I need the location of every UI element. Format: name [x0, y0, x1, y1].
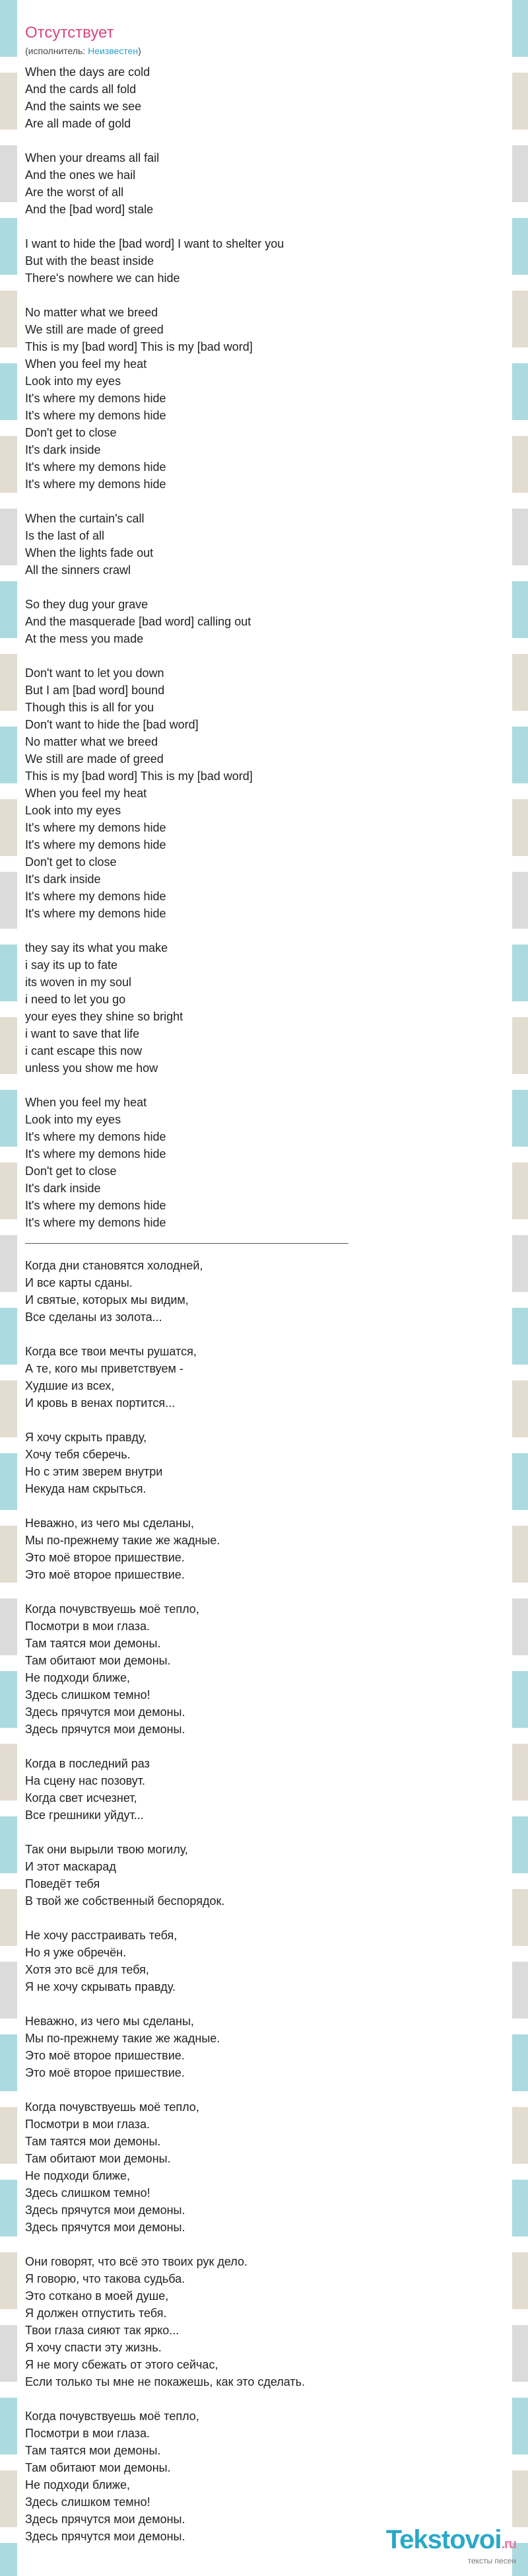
- stripe-band: [0, 1235, 17, 1292]
- lyric-line: We still are made of greed: [25, 752, 164, 766]
- translation-line: Не подходи ближе,: [25, 2478, 130, 2491]
- translation-line: [25, 1995, 421, 2013]
- lyric-line: [25, 493, 421, 510]
- stripe-band: [512, 1526, 528, 1583]
- lyric-line: Don't get to close: [25, 426, 117, 439]
- translation-line: В твой же собственный беспорядок.: [25, 1894, 225, 1908]
- lyric-line: It's dark inside: [25, 443, 101, 456]
- lyrics-page: [25, 24, 421, 2545]
- lyrics-translation: [25, 1257, 421, 2545]
- lyric-line: Is the last of all: [25, 529, 105, 542]
- translation-line: Я хочу спасти эту жизнь.: [25, 2341, 162, 2354]
- translation-line: Мы по-прежнему такие же жадные.: [25, 2032, 220, 2045]
- stripe-band: [0, 1308, 17, 1365]
- lyric-line: [25, 647, 421, 664]
- lyric-line: i say its up to fate: [25, 958, 118, 972]
- stripe-band: [0, 2252, 17, 2309]
- stripe-band: [512, 73, 528, 129]
- stripe-band: [0, 436, 17, 493]
- translation-line: Там обитают мои демоны.: [25, 2461, 171, 2474]
- lyric-line: It's where my demons hide: [25, 392, 166, 405]
- artist-link[interactable]: Неизвестен: [88, 46, 139, 56]
- lyric-line: When you feel my heat: [25, 787, 147, 800]
- translation-line: Хотя это всё для тебя,: [25, 1963, 149, 1976]
- stripe-band: [0, 1889, 17, 1946]
- lyric-line: It's where my demons hide: [25, 460, 166, 474]
- lyric-line: Don't get to close: [25, 1164, 117, 1178]
- translation-line: Они говорят, что всё это твоих рук дело.: [25, 2255, 248, 2268]
- stripe-band: [512, 1308, 528, 1365]
- stripe-band: [512, 1163, 528, 1219]
- translation-line: Это моё второе пришествие.: [25, 2066, 185, 2079]
- lyric-line: [25, 218, 421, 235]
- lyric-line: We still are made of greed: [25, 323, 164, 336]
- lyric-line: It's where my demons hide: [25, 409, 166, 422]
- stripe-band: [0, 727, 17, 783]
- translation-line: [25, 2236, 421, 2253]
- stripe-band: [512, 145, 528, 202]
- lyric-line: It's where my demons hide: [25, 478, 166, 491]
- stripe-band: [0, 799, 17, 856]
- translation-line: Когда почувствуешь моё тепло,: [25, 1602, 199, 1616]
- stripe-band: [0, 1163, 17, 1219]
- stripe-band: [512, 291, 528, 347]
- lyric-line: When you feel my heat: [25, 1096, 147, 1109]
- lyric-line: This is my [bad word] This is my [bad word]: [25, 340, 253, 353]
- logo-name: [386, 2526, 516, 2558]
- stripe-band: [512, 509, 528, 565]
- translation-line: Я не хочу скрывать правду.: [25, 1980, 176, 1993]
- translation-line: Посмотри в мои глаза.: [25, 2427, 150, 2440]
- logo-text: Tekstovoi: [385, 2525, 502, 2554]
- song-title: Отсутствует: [25, 24, 114, 42]
- translation-line: Здесь прячутся мои демоны.: [25, 2203, 185, 2217]
- stripe-band: [512, 1889, 528, 1946]
- stripe-band: [512, 1090, 528, 1147]
- stripe-band: [0, 581, 17, 638]
- lyric-line: [25, 922, 421, 939]
- translation-line: Когда в последний раз: [25, 1757, 150, 1770]
- translation-line: Здесь прячутся мои демоны.: [25, 1705, 185, 1719]
- stripe-band: [512, 1671, 528, 1728]
- stripe-band: [0, 145, 17, 202]
- translation-line: Здесь прячутся мои демоны.: [25, 2221, 185, 2234]
- lyric-line: I want to hide the [bad word] I want to shelter you: [25, 237, 284, 250]
- stripe-band: [0, 1090, 17, 1147]
- translation-line: Я говорю, что такова судьба.: [25, 2272, 185, 2285]
- stripe-band: [512, 1816, 528, 1873]
- lyric-line: [25, 287, 421, 304]
- translation-line: И этот маскарад: [25, 1860, 116, 1873]
- stripe-band: [512, 2034, 528, 2091]
- stripe-band: [512, 218, 528, 275]
- lyric-line: But I am [bad word] bound: [25, 684, 165, 697]
- stripe-band: [512, 1744, 528, 1801]
- translation-line: Не хочу расстраивать тебя,: [25, 1929, 178, 1942]
- lyric-line: It's where my demons hide: [25, 907, 166, 920]
- translation-line: Когда дни становятся холодней,: [25, 1259, 203, 1272]
- translation-line: Там таятся мои демоны.: [25, 1637, 161, 1650]
- lyric-line: Don't want to let you down: [25, 666, 164, 680]
- translation-line: Я не могу сбежать от этого сейчас,: [25, 2358, 218, 2371]
- stripe-band: [512, 945, 528, 1001]
- lyric-line: At the mess you made: [25, 632, 144, 645]
- translation-line: Так они вырыли твою могилу,: [25, 1843, 188, 1856]
- translation-line: Там таятся мои демоны.: [25, 2444, 161, 2457]
- lyric-line: Though this is all for you: [25, 701, 154, 714]
- stripe-band: [512, 2252, 528, 2309]
- site-logo[interactable]: [386, 2526, 516, 2565]
- translation-line: Но с этим зверем внутри: [25, 1465, 163, 1478]
- lyric-line: they say its what you make: [25, 941, 168, 954]
- lyric-line: When the days are cold: [25, 65, 150, 79]
- lyric-line: And the saints we see: [25, 100, 142, 113]
- lyric-line: When the curtain's call: [25, 512, 145, 525]
- stripe-band: [512, 581, 528, 638]
- stripe-band: [0, 509, 17, 565]
- stripe-band: [0, 1744, 17, 1801]
- lyric-line: [25, 1077, 421, 1094]
- lyric-line: When your dreams all fail: [25, 151, 160, 164]
- lyric-line: And the [bad word] stale: [25, 203, 154, 216]
- translation-line: Все сделаны из золота...: [25, 1310, 162, 1324]
- lyric-line: i want to save that life: [25, 1027, 140, 1040]
- stripe-band: [0, 2107, 17, 2164]
- divider: [25, 1243, 348, 1244]
- translation-line: Это соткано в моей душе,: [25, 2289, 169, 2303]
- translation-line: Худшие из всех,: [25, 1379, 115, 1392]
- stripe-band: [512, 654, 528, 711]
- translation-line: [25, 2390, 421, 2408]
- translation-line: [25, 1497, 421, 1515]
- artist-suffix: ): [138, 46, 141, 56]
- stripe-band: [0, 2180, 17, 2236]
- lyric-line: Are all made of gold: [25, 117, 131, 130]
- lyric-line: unless you show me how: [25, 1061, 158, 1075]
- lyric-line: Look into my eyes: [25, 375, 121, 388]
- stripe-band: [0, 1816, 17, 1873]
- stripe-band: [512, 1380, 528, 1437]
- stripe-band: [512, 2398, 528, 2454]
- stripe-band: [512, 2325, 528, 2382]
- stripe-band: [0, 291, 17, 347]
- lyric-line: Don't get to close: [25, 855, 117, 869]
- translation-line: Здесь слишком темно!: [25, 2495, 150, 2509]
- stripe-band: [512, 1017, 528, 1074]
- translation-line: Это моё второе пришествие.: [25, 1568, 185, 1581]
- translation-line: Когда почувствуешь моё тепло,: [25, 2410, 199, 2423]
- stripe-band: [512, 363, 528, 420]
- logo-domain: .ru: [501, 2537, 516, 2552]
- translation-line: Там обитают мои демоны.: [25, 2152, 171, 2165]
- translation-line: Посмотри в мои глаза.: [25, 2118, 150, 2131]
- translation-line: [25, 1412, 421, 1429]
- translation-line: Поведёт тебя: [25, 1877, 100, 1890]
- lyric-line: Look into my eyes: [25, 1113, 121, 1126]
- translation-line: Неважно, из чего мы сделаны,: [25, 1517, 194, 1530]
- stripe-band: [0, 218, 17, 275]
- stripe-band: [0, 654, 17, 711]
- stripe-band: [512, 2180, 528, 2236]
- translation-line: Здесь слишком темно!: [25, 2186, 150, 2200]
- translation-line: А те, кого мы приветствуем -: [25, 1362, 183, 1375]
- translation-line: Но я уже обречён.: [25, 1946, 127, 1959]
- lyric-line: Don't want to hide the [bad word]: [25, 718, 199, 731]
- translation-line: [25, 2081, 421, 2098]
- lyric-line: It's where my demons hide: [25, 1147, 166, 1161]
- stripe-band: [0, 872, 17, 929]
- stripe-band: [0, 0, 17, 57]
- stripe-band: [0, 1017, 17, 1074]
- lyric-line: No matter what we breed: [25, 735, 158, 748]
- stripe-band: [512, 2470, 528, 2527]
- lyric-line: So they dug your grave: [25, 598, 148, 611]
- translation-line: Посмотри в мои глаза.: [25, 1620, 150, 1633]
- lyric-line: It's where my demons hide: [25, 1216, 166, 1229]
- lyric-line: It's where my demons hide: [25, 1199, 166, 1212]
- translation-line: Если только ты мне не покажешь, как это сделать.: [25, 2375, 306, 2388]
- translation-line: Когда все твои мечты рушатся,: [25, 1345, 197, 1358]
- stripe-band: [512, 872, 528, 929]
- stripe-band: [0, 1962, 17, 2019]
- stripe-band: [0, 2325, 17, 2382]
- translation-line: Хочу тебя сберечь.: [25, 1448, 131, 1461]
- lyric-line: i need to let you go: [25, 993, 126, 1006]
- stripe-band: [512, 436, 528, 493]
- lyric-line: It's dark inside: [25, 1182, 101, 1195]
- lyric-line: Are the worst of all: [25, 186, 124, 199]
- translation-line: Это моё второе пришествие.: [25, 1551, 185, 1564]
- stripe-band: [0, 1598, 17, 1655]
- translation-line: Не подходи ближе,: [25, 2169, 130, 2182]
- logo-tagline: тексты песен: [467, 2556, 516, 2565]
- translation-line: Когда свет исчезнет,: [25, 1791, 137, 1805]
- stripe-band: [0, 2543, 17, 2576]
- lyric-line: its woven in my soul: [25, 976, 132, 989]
- translation-line: [25, 1738, 421, 1755]
- translation-line: Там обитают мои демоны.: [25, 1654, 171, 1667]
- translation-line: Здесь слишком темно!: [25, 1688, 150, 1701]
- lyric-line: [25, 132, 421, 149]
- translation-line: И кровь в венах портится...: [25, 1396, 176, 1410]
- translation-line: Я должен отпустить тебя.: [25, 2307, 167, 2320]
- translation-line: Не подходи ближе,: [25, 1671, 130, 1684]
- translation-line: [25, 1326, 421, 1343]
- lyric-line: your eyes they shine so bright: [25, 1010, 183, 1023]
- stripe-band: [512, 1235, 528, 1292]
- translation-line: [25, 1583, 421, 1600]
- translation-line: Я хочу скрыть правду,: [25, 1431, 147, 1444]
- lyric-line: All the sinners crawl: [25, 563, 131, 577]
- lyric-line: [25, 579, 421, 596]
- stripe-band: [0, 2470, 17, 2527]
- stripe-band: [512, 727, 528, 783]
- lyric-line: And the masquerade [bad word] calling out: [25, 615, 251, 628]
- lyric-line: And the cards all fold: [25, 83, 137, 96]
- stripe-band: [0, 1526, 17, 1583]
- translation-line: [25, 1910, 421, 1927]
- translation-line: Неважно, из чего мы сделаны,: [25, 2015, 194, 2028]
- translation-line: Здесь прячутся мои демоны.: [25, 2530, 185, 2543]
- lyric-line: It's where my demons hide: [25, 821, 166, 834]
- stripe-band: [512, 2107, 528, 2164]
- translation-line: Мы по-прежнему такие же жадные.: [25, 1534, 220, 1547]
- lyric-line: No matter what we breed: [25, 306, 158, 319]
- stripe-band: [0, 2398, 17, 2454]
- translation-line: Когда почувствуешь моё тепло,: [25, 2100, 199, 2114]
- lyric-line: And the ones we hail: [25, 168, 136, 182]
- translation-line: Там таятся мои демоны.: [25, 2135, 161, 2148]
- stripe-band: [0, 1453, 17, 1510]
- stripe-band: [512, 1962, 528, 2019]
- lyric-line: It's dark inside: [25, 873, 101, 886]
- lyric-line: This is my [bad word] This is my [bad word]: [25, 769, 253, 783]
- lyric-line: When you feel my heat: [25, 357, 147, 371]
- stripe-band: [512, 1453, 528, 1510]
- translation-line: Некуда нам скрыться.: [25, 1482, 147, 1495]
- translation-line: На сцену нас позовут.: [25, 1774, 146, 1787]
- lyric-line: i cant escape this now: [25, 1044, 143, 1057]
- stripe-band: [512, 0, 528, 57]
- translation-line: И святые, которых мы видим,: [25, 1293, 189, 1306]
- lyric-line: When the lights fade out: [25, 546, 154, 559]
- lyric-line: It's where my demons hide: [25, 1130, 166, 1143]
- translation-line: Здесь прячутся мои демоны.: [25, 2513, 185, 2526]
- stripe-band: [512, 799, 528, 856]
- lyric-line: But with the beast inside: [25, 254, 154, 268]
- stripe-band: [0, 73, 17, 129]
- translation-line: [25, 1824, 421, 1841]
- translation-line: Это моё второе пришествие.: [25, 2049, 185, 2062]
- translation-line: Твои глаза сияют так ярко...: [25, 2324, 180, 2337]
- stripe-band: [512, 1598, 528, 1655]
- lyric-line: It's where my demons hide: [25, 838, 166, 851]
- stripe-band: [0, 363, 17, 420]
- translation-line: Все грешники уйдут...: [25, 1808, 144, 1822]
- stripe-band: [0, 945, 17, 1001]
- stripe-band: [0, 2034, 17, 2091]
- artist-prefix: (исполнитель:: [25, 46, 88, 56]
- artist-line: [25, 45, 421, 57]
- translation-line: Здесь прячутся мои демоны.: [25, 1723, 185, 1736]
- stripe-band: [0, 1380, 17, 1437]
- lyric-line: There's nowhere we can hide: [25, 271, 180, 285]
- lyric-line: It's where my demons hide: [25, 890, 166, 903]
- translation-line: И все карты сданы.: [25, 1276, 133, 1289]
- stripe-band: [0, 1671, 17, 1728]
- lyric-line: Look into my eyes: [25, 804, 121, 817]
- lyrics-original: [25, 63, 421, 1231]
